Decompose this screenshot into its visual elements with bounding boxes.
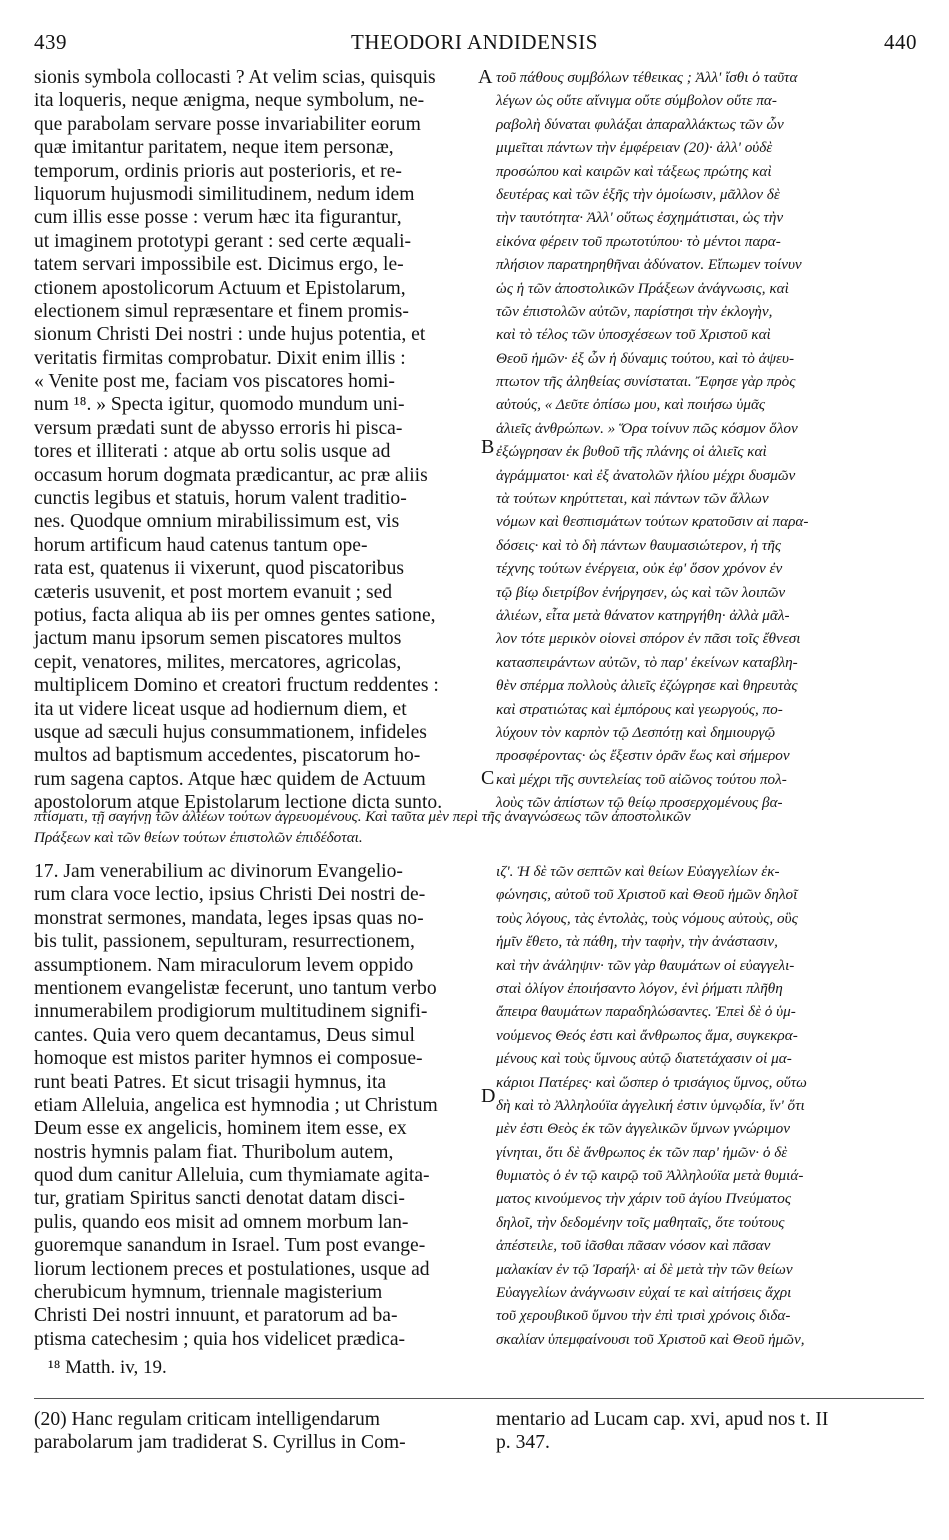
text-line: apostolorum atque Epistolarum lectione dicta sunto. [34,792,443,814]
text-line: πτίσματι, τῇ σαγήνῃ τῶν ἁλιέων τούτων ἀγρευομένους. Καὶ ταῦτα μὲν περὶ τῆς ἀναγνώσεως τῶν ἀποστολικῶν [34,808,691,825]
text-line: usque ad sæculi hujus consummationem, infideles [34,721,427,743]
text-line: cherubicum hymnum, triennale magisterium [34,1282,383,1304]
text-line: rum clara voce lectio, ipsius Christi Dei nostri de- [34,884,426,906]
right-page-number: 440 [884,30,917,54]
footnote-20-left [34,1408,474,1455]
text-line: parabolarum jam tradiderat S. Cyrillus in Com- [34,1432,406,1454]
text-line: τοῦ πάθους συμβόλων τέθεικας ; Ἀλλ' ἴσθι ὁ ταῦτα [496,69,798,86]
margin-marker-c: C [481,767,495,789]
text-line: assumptionem. Nam miraculorum levem oppido [34,954,414,976]
text-line: quod dum canitur Alleluia, cum thymiamate agita- [34,1165,430,1187]
text-line: liorum lectionem preces et postulationes, usque ad [34,1258,430,1280]
text-line: δόσεις· καὶ τὸ δὴ πάντων θαυμασιώτερον, ἡ τῆς [496,536,782,554]
margin-marker-d: D [481,1085,496,1107]
text-line: δὴ καὶ τὸ Ἀλληλούϊα ἀγγελική ἐστιν ὑμνῳδία, ἵν' ὅτι [496,1096,805,1114]
greek-column-top [496,66,920,815]
text-line: σκαλίαν ὑπεμφαίνουσι τοῦ Χριστοῦ καὶ Θεοῦ ἡμῶν, [496,1330,805,1348]
text-line: ιζ'. Ἡ δὲ τῶν σεπτῶν καὶ θείων Εὐαγγελίων ἐκ- [496,863,780,880]
text-line: Θεοῦ ἡμῶν· ἐξ ὧν ἡ δύναμις τούτου, καὶ τὸ ἀψευ- [496,349,795,367]
text-line: ἁλιέων, εἶτα μετὰ θάνατον κατηργήθη· ἀλλὰ μᾶλ- [496,606,790,624]
text-line: ἄπειρα θαυμάτων παραδηλώσαντες. Ἐπεὶ δὲ ὁ ὑμ- [496,1003,796,1021]
text-line: temporum, ordinis prioris aut posterioris, et re- [34,160,402,182]
text-line: cæteris usuvenit, et post mortem evanuit ; sed [34,581,393,603]
text-line: sionis symbola collocasti ? At velim scias, quisquis [34,67,436,88]
text-line: θυμιατὸς ὁ ἐν τῷ καιρῷ τοῦ Ἀλληλούϊα μετὰ θυμιά- [496,1167,804,1185]
text-line: προσφέροντας· ὡς ἔξεστιν ὁρᾶν ἕως καὶ σήμερον [496,747,790,765]
margin-marker-b: B [481,436,495,458]
text-line: Deum esse ex angelicis, hominem item esse, ex [34,1118,407,1140]
footnote-18: ¹⁸ Matth. iv, 19. [48,1357,167,1378]
greek-spanning-lines [34,806,924,848]
text-line: homoque est mistos pariter hymnos ei composue- [34,1048,423,1070]
text-line: σταὶ ὀλίγον ἐποιήσαντο λόγον, ἑνὶ ῥήματι πλῆθη [496,979,783,997]
text-line: λοὺς τῶν ἀπίστων τῷ θείῳ προσερχομένους βα- [496,794,783,812]
text-line: αὐτούς, « Δεῦτε ὀπίσω μου, καὶ ποιήσω ὑμᾶς [496,396,766,414]
text-line: nes. Quodque omnium mirabilissimum est, vis [34,511,400,533]
text-line: (20) Hanc regulam criticam intelligendarum [34,1409,381,1430]
text-line: bis tulit, passionem, sepulturam, resurrectionem, [34,931,415,953]
text-line: μένους καὶ τοὺς ὕμνους αὐτῷ διατετάχασιν οἱ μα- [496,1050,792,1068]
text-line: mentionem evangelistæ fecerunt, uno tantum verbo [34,977,437,999]
text-line: etiam Alleluia, angelica est hymnodia ; ut Christum [34,1094,438,1116]
text-line: ἀγράμματοι· καὶ ἐξ ἀνατολῶν ἡλίου μέχρι δυσμῶν [496,466,796,484]
text-line: multos ad baptismum accedentes, piscatorum ho- [34,745,421,767]
text-line: ut imaginem prototypi gerant : sed certe æquali- [34,230,412,252]
text-line: δηλοῖ, τὴν δεδομένην τοῖς μαθηταῖς, ὅτε τούτους [496,1213,785,1231]
text-line: προσώπου καὶ καιρῶν καὶ τάξεως πρώτης καὶ [496,162,772,180]
text-line: φώνησις, αὐτοῦ τοῦ Χριστοῦ καὶ Θεοῦ ἡμῶν δηλοῖ [496,886,798,904]
text-line: p. 347. [496,1432,550,1454]
text-line: δευτέρας καὶ τῶν ἑξῆς τὴν ὁμοίωσιν, μᾶλλον δὲ [496,185,780,203]
text-line: sionum Christi Dei nostri : unde hujus potentia, et [34,324,426,346]
text-line: ctionem apostolicorum Actuum et Epistolarum, [34,277,406,299]
text-line: pulis, quando eos misit ad omnem morbum lan- [34,1211,409,1233]
text-line: ματος κινούμενος τὴν χάριν τοῦ ἁγίου Πνεύματος [496,1190,791,1208]
left-page-number: 439 [34,30,67,54]
running-title: THEODORI ANDIDENSIS [351,30,598,54]
text-line: liquorum hujusmodi similitudinem, nedum idem [34,183,415,205]
text-line: tores et illiterati : atque ab ortu solis usque ad [34,441,391,463]
text-line: εἰκόνα φέρειν τοῦ πρωτοτύπου· τὸ μέντοι παρα- [496,232,781,250]
text-line: καὶ στρατιώτας καὶ ἐμπόρους καὶ γεωργούς, πο- [496,700,783,718]
text-line: τοῦ χερουβικοῦ ὕμνου τὴν ἐπὶ τρισὶ χρόνοις διδα- [496,1307,791,1325]
text-line: νούμενος Θεός ἐστι καὶ ἄνθρωπος ἅμα, συγκεκρα- [496,1026,798,1044]
text-line: πτωτον τῆς ἀληθείας συνίσταται. Ἔφησε γὰρ πρὸς [496,373,796,391]
text-line: κάριοι Πατέρες· καὶ ὥσπερ ὁ τρισάγιος ὕμνος, οὕτω [496,1073,807,1091]
text-line: καὶ μέχρι τῆς συντελείας τοῦ αἰῶνος τούτου πολ- [496,770,787,788]
text-line: runt beati Patres. Et sicut trisagii hymnus, ita [34,1071,387,1093]
text-line: innumerabilem prodigiorum multitudinem signifi- [34,1001,428,1023]
latin-column-bottom [34,860,472,1351]
text-line: veritatis firmitas comprobatur. Dixit enim illis : [34,347,406,369]
text-line: tur, gratiam Spiritus sancti denotat datam disci- [34,1188,405,1210]
text-line: καὶ τὸ τέλος τῶν ὑποσχέσεων τοῦ Χριστοῦ καὶ [496,326,771,344]
text-line: πλήσιον παρατηρηθῆναι ἀδύνατον. Εἴπωμεν τοίνυν [496,256,802,274]
text-line: horum artificum haud catenus tantum ope- [34,534,368,556]
text-line: κατασπειράντων αὐτῶν, τὸ παρ' ἐκείνων καταβλη- [496,653,798,671]
text-line: ἡμῖν ἔθετο, τὰ πάθη, τὴν ταφὴν, τὴν ἀνάστασιν, [496,933,778,951]
text-line: Πράξεων καὶ τῶν θείων τούτων ἐπιστολῶν ἐπιδέδοται. [34,829,363,846]
greek-column-bottom [496,860,920,1351]
text-line: ἁλιεῖς ἀνθρώπων. » Ὅρα τοίνυν πῶς κόσμον ὅλον [496,419,798,437]
text-line: « Venite post me, faciam vos piscatores homi- [34,371,395,393]
latin-column-top [34,66,472,815]
text-line: ραβολὴ δύναται φυλάξαι ἀπαραλλάκτως τῶν ὧν [496,115,784,133]
text-line: ἀπέστειλε, τοῦ ἰᾶσθαι πᾶσαν νόσον καὶ πᾶσαν [496,1237,771,1255]
text-line: τὰ τούτων κηρύττεται, καὶ πάντων τῶν ἄλλων [496,490,769,508]
text-line: cantes. Quia vero quem decantamus, Deus simul [34,1024,415,1046]
text-line: ita ut videre liceat usque ad hodiernum diem, et [34,698,407,720]
text-line: τὴν ταυτότητα· Ἀλλ' οὕτως ἐσχημάτισται, ὡς τὴν [496,209,784,227]
text-line: rum sagena captos. Atque hæc quidem de Actuum [34,768,426,790]
text-line: rata est, quatenus ii vixerunt, quod piscatoribus [34,558,405,580]
text-line: τῷ βίῳ διετρίβον ἐνήργησεν, ὡς καὶ τῶν λοιπῶν [496,583,786,601]
text-line: monstrat sermones, mandata, leges ipsas quas no- [34,907,424,929]
text-line: versum prædati sunt de abysso erroris hi pisca- [34,417,403,439]
text-line: λύχουν τὸν καρπὸν τῷ Δεσπότῃ καὶ δημιουργῷ [496,723,776,741]
text-line: ita loqueris, neque ænigma, neque symbolum, ne- [34,90,425,112]
text-line: mentario ad Lucam cap. xvi, apud nos t. II [496,1409,829,1430]
text-line: ptisma catechesim ; quia hos videlicet prædica- [34,1328,406,1350]
text-line: jactum manu ipsorum semen piscatores multos [34,628,402,650]
text-line: cum illis esse posse : verum hæc ita figurantur, [34,207,402,229]
text-line: ἐξώγρησαν ἐκ βυθοῦ τῆς πλάνης οἱ ἁλιεῖς καὶ [496,443,767,461]
text-line: multiplicem Domino et creatori fructum reddentes : [34,675,439,697]
footnote-divider [34,1398,924,1399]
text-line: num ¹⁸. » Specta igitur, quomodo mundum uni- [34,394,405,416]
text-line: quæ imitantur paritatem, neque item personæ, [34,137,394,159]
text-line: cunctis legibus et statuis, horum valent traditio- [34,488,407,510]
text-line: guoremque sanandum in Israel. Tum post evange- [34,1235,426,1257]
text-line: μὲν ἐστι Θεὸς ἐκ τῶν ἀγγελικῶν ὕμνων γνώριμον [496,1120,791,1138]
text-line: λέγων ὡς οὔτε αἴνιγμα οὔτε σύμβολον οὔτε πα- [496,92,777,110]
text-line: γίνηται, ὅτι δὲ ἄνθρωπος ἐκ τῶν παρ' ἡμῶν· ὁ δὲ [496,1143,788,1161]
text-line: νόμων καὶ θεσπισμάτων τούτων κρατοῦσιν αἱ παρα- [496,513,809,531]
text-line: cepit, venatores, milites, mercatores, agricolas, [34,651,402,673]
text-line: μιμεῖται πάντων τὴν ἐμφέρειαν (20)· ἀλλ' οὐδὲ [496,139,773,157]
text-line: τῶν ἐπιστολῶν αὐτῶν, παρίστησι τὴν ἐκλογὴν, [496,302,773,320]
text-line: θὲν σπέρμα πολλοὺς ἁλιεῖς ἐζώγρησε καὶ θηρευτὰς [496,677,798,695]
text-line: τέχνης τούτων ἐνέργεια, οὐκ ἐφ' ὅσον χρόνον ἐν [496,560,783,578]
text-line: ὡς ἡ τῶν ἀποστολικῶν Πράξεων ἀνάγνωσις, καὶ [496,279,789,297]
text-line: καὶ τὴν ἀνάληψιν· τῶν γὰρ θαυμάτων οἱ εὐαγγελι- [496,956,795,974]
text-line: τοὺς λόγους, τὰς ἐντολὰς, τοὺς νόμους αὐτοὺς, οὓς [496,909,798,927]
text-line: λον τότε μερικὸν οἱονεὶ σπόρον ἐν πᾶσι τοῖς ἔθνεσι [496,630,801,648]
text-line: Εὐαγγελίων ἀνάγνωσιν εὐχαί τε καὶ αἰτήσεις ἄχρι [496,1284,792,1302]
text-line: occasum horum dogmata prædicantur, ac præ aliis [34,464,428,486]
footnote-20-right [496,1408,920,1455]
margin-marker-a: A [478,66,493,88]
text-line: nostris hymnis palam fiat. Thuribolum autem, [34,1141,394,1163]
text-line: tatem servari impossibile est. Dicimus ergo, le- [34,254,404,276]
text-line: Christi Dei nostri innuunt, et paratorum ad ba- [34,1305,398,1327]
text-line: 17. Jam venerabilium ac divinorum Evangelio- [34,861,403,882]
text-line: electionem simul repræsentare et finem promis- [34,300,409,322]
text-line: que parabolam servare posse invariabiliter eorum [34,113,421,135]
text-line: potius, facta aliqua ab iis per omnes gentes satione, [34,604,436,626]
text-line: μαλακίαν ἐν τῷ Ἰσραήλ· αἱ δὲ μετὰ τὴν τῶν θείων [496,1260,793,1278]
